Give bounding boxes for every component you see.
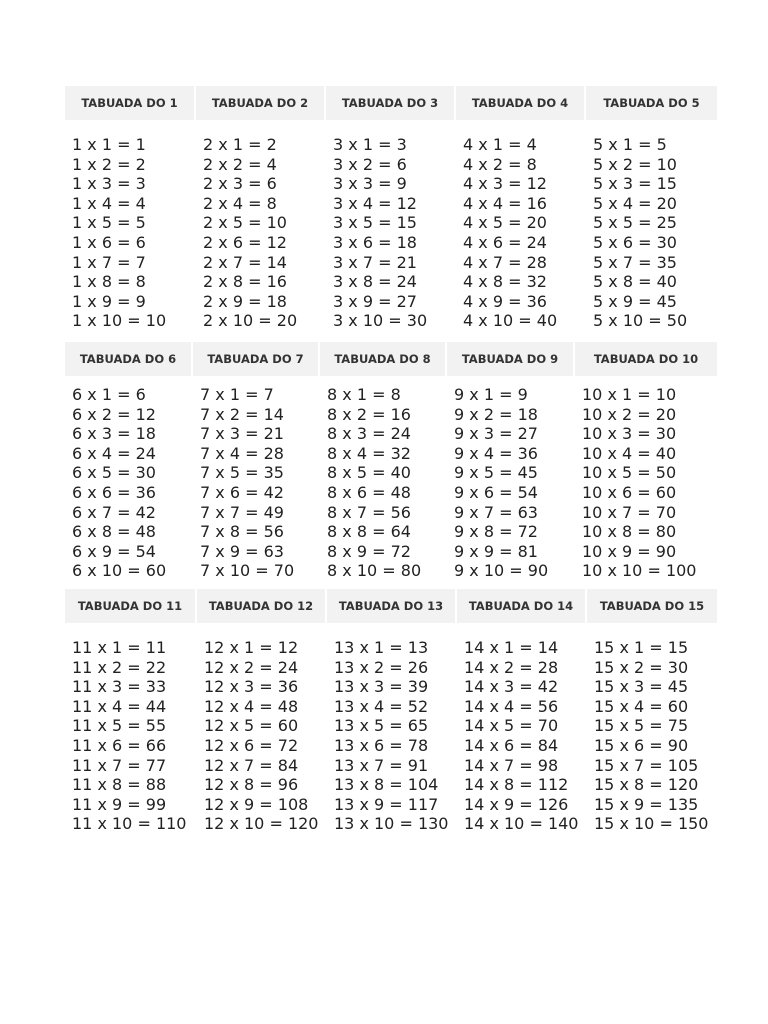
- equation-line: 11 x 1 = 11: [72, 638, 167, 657]
- equation-line: 10 x 5 = 50: [582, 463, 677, 483]
- equation-line: 1 x 1 = 1: [72, 135, 146, 154]
- equation-line: 1 x 3 = 3: [72, 174, 146, 194]
- equation-line: 8 x 6 = 48: [327, 482, 411, 502]
- table-header: TABUADA DO 4: [456, 86, 586, 120]
- equation-line: 6 x 3 = 18: [72, 424, 156, 444]
- equation-line: 13 x 8 = 104: [334, 775, 439, 795]
- equation-line: 9 x 6 = 54: [454, 482, 538, 502]
- table-column: [587, 638, 717, 834]
- equation-line: 8 x 8 = 64: [327, 522, 411, 542]
- equation-line: 15 x 7 = 105: [594, 755, 699, 775]
- equation-line: 2 x 8 = 16: [203, 272, 287, 292]
- equation-line: 9 x 3 = 27: [454, 424, 538, 444]
- table-header: TABUADA DO 5: [603, 96, 700, 110]
- table-column: [457, 638, 587, 834]
- table-column: [197, 638, 327, 834]
- equation-line: 11 x 2 = 22: [72, 657, 167, 677]
- table-header: TABUADA DO 14: [457, 589, 587, 623]
- table-header: TABUADA DO 10: [593, 352, 699, 366]
- equation-line: 2 x 1 = 2: [203, 135, 277, 154]
- equation-line: 9 x 1 = 9: [454, 385, 528, 404]
- table-column: [447, 385, 575, 581]
- equation-line: 15 x 2 = 30: [594, 657, 689, 677]
- table-column: [65, 638, 197, 834]
- table-section-3: [65, 589, 717, 834]
- header-row: [65, 589, 717, 623]
- equation-line: 6 x 2 = 12: [72, 404, 156, 424]
- equation-line: 11 x 3 = 33: [72, 677, 167, 697]
- equation-line: 10 x 7 = 70: [582, 502, 677, 522]
- equation-line: 5 x 4 = 20: [593, 193, 677, 213]
- equation-line: 4 x 8 = 32: [463, 272, 547, 292]
- equation-line: 3 x 3 = 9: [333, 174, 407, 194]
- equation-line: 6 x 9 = 54: [72, 541, 156, 561]
- equation-line: 2 x 10 = 20: [203, 311, 298, 331]
- equation-line: 2 x 9 = 18: [203, 291, 287, 311]
- equation-line: 12 x 10 = 120: [204, 814, 319, 834]
- equation-line: 11 x 6 = 66: [72, 735, 167, 755]
- equation-line: 13 x 6 = 78: [334, 735, 429, 755]
- equation-line: 14 x 8 = 112: [464, 775, 569, 795]
- equation-line: 3 x 10 = 30: [333, 311, 428, 331]
- equation-line: 2 x 3 = 6: [203, 174, 277, 194]
- equation-line: 10 x 1 = 10: [582, 385, 677, 404]
- table-section-2: [65, 342, 717, 581]
- equation-line: 12 x 4 = 48: [204, 696, 299, 716]
- equation-line: 10 x 2 = 20: [582, 404, 677, 424]
- equation-line: 12 x 6 = 72: [204, 735, 299, 755]
- equation-line: 3 x 1 = 3: [333, 135, 407, 154]
- table-body: [65, 638, 717, 834]
- table-header: TABUADA DO 1: [65, 86, 196, 120]
- equation-line: 10 x 3 = 30: [582, 424, 677, 444]
- table-section-1: [65, 86, 717, 331]
- equation-line: 4 x 6 = 24: [463, 232, 547, 252]
- equation-line: 9 x 2 = 18: [454, 404, 538, 424]
- equation-line: 8 x 5 = 40: [327, 463, 411, 483]
- equation-line: 5 x 1 = 5: [593, 135, 667, 154]
- table-header: TABUADA DO 3: [326, 86, 456, 120]
- equation-line: 7 x 5 = 35: [200, 463, 284, 483]
- equation-line: 6 x 4 = 24: [72, 443, 156, 463]
- equation-line: 13 x 1 = 13: [334, 638, 429, 657]
- equation-line: 12 x 1 = 12: [204, 638, 299, 657]
- table-header: TABUADA DO 9: [447, 342, 575, 376]
- equation-line: 15 x 1 = 15: [594, 638, 689, 657]
- table-column: [575, 385, 717, 581]
- equation-line: 15 x 6 = 90: [594, 735, 689, 755]
- equation-line: 14 x 10 = 140: [464, 814, 579, 834]
- equation-line: 14 x 5 = 70: [464, 716, 559, 736]
- equation-line: 8 x 7 = 56: [327, 502, 411, 522]
- equation-line: 4 x 3 = 12: [463, 174, 547, 194]
- equation-line: 8 x 2 = 16: [327, 404, 411, 424]
- equation-line: 7 x 1 = 7: [200, 385, 274, 404]
- equation-line: 1 x 6 = 6: [72, 232, 146, 252]
- table-column: [456, 135, 586, 331]
- equation-line: 12 x 3 = 36: [204, 677, 299, 697]
- equation-line: 13 x 10 = 130: [334, 814, 449, 834]
- table-header: TABUADA DO 7: [193, 342, 320, 376]
- equation-line: 3 x 9 = 27: [333, 291, 417, 311]
- equation-line: 4 x 10 = 40: [463, 311, 558, 331]
- equation-line: 6 x 6 = 36: [72, 482, 156, 502]
- table-header: TABUADA DO 15: [599, 599, 705, 613]
- equation-line: 2 x 5 = 10: [203, 213, 287, 233]
- equation-line: 1 x 10 = 10: [72, 311, 167, 331]
- equation-line: 2 x 6 = 12: [203, 232, 287, 252]
- equation-line: 5 x 3 = 15: [593, 174, 677, 194]
- equation-line: 9 x 9 = 81: [454, 541, 538, 561]
- equation-line: 2 x 2 = 4: [203, 154, 277, 174]
- equation-line: 7 x 2 = 14: [200, 404, 284, 424]
- equation-line: 15 x 3 = 45: [594, 677, 689, 697]
- table-body: [65, 135, 717, 331]
- equation-line: 11 x 7 = 77: [72, 755, 167, 775]
- equation-line: 12 x 2 = 24: [204, 657, 299, 677]
- equation-line: 13 x 7 = 91: [334, 755, 429, 775]
- table-header: TABUADA DO 13: [327, 589, 457, 623]
- equation-line: 5 x 7 = 35: [593, 252, 677, 272]
- equation-line: 9 x 4 = 36: [454, 443, 538, 463]
- equation-line: 13 x 4 = 52: [334, 696, 429, 716]
- equation-line: 13 x 2 = 26: [334, 657, 429, 677]
- equation-line: 11 x 5 = 55: [72, 716, 167, 736]
- equation-line: 6 x 10 = 60: [72, 561, 167, 581]
- equation-line: 7 x 10 = 70: [200, 561, 295, 581]
- table-column: [586, 135, 717, 331]
- equation-line: 11 x 10 = 110: [72, 814, 187, 834]
- equation-line: 14 x 1 = 14: [464, 638, 559, 657]
- equation-line: 3 x 4 = 12: [333, 193, 417, 213]
- header-row: [65, 86, 717, 120]
- header-row: [65, 342, 717, 376]
- equation-line: 10 x 9 = 90: [582, 541, 677, 561]
- equation-line: 1 x 7 = 7: [72, 252, 146, 272]
- table-column: [326, 135, 456, 331]
- table-column: [65, 385, 193, 581]
- equation-line: 15 x 4 = 60: [594, 696, 689, 716]
- equation-line: 9 x 7 = 63: [454, 502, 538, 522]
- table-column: [327, 638, 457, 834]
- equation-line: 5 x 5 = 25: [593, 213, 677, 233]
- equation-line: 9 x 5 = 45: [454, 463, 538, 483]
- equation-line: 3 x 2 = 6: [333, 154, 407, 174]
- equation-line: 6 x 1 = 6: [72, 385, 146, 404]
- equation-line: 8 x 3 = 24: [327, 424, 411, 444]
- equation-line: 13 x 3 = 39: [334, 677, 429, 697]
- equation-line: 13 x 9 = 117: [334, 794, 439, 814]
- equation-line: 5 x 2 = 10: [593, 154, 677, 174]
- table-column: [193, 385, 320, 581]
- equation-line: 14 x 7 = 98: [464, 755, 559, 775]
- equation-line: 14 x 4 = 56: [464, 696, 559, 716]
- equation-line: 11 x 9 = 99: [72, 794, 167, 814]
- equation-line: 1 x 4 = 4: [72, 193, 146, 213]
- equation-line: 10 x 4 = 40: [582, 443, 677, 463]
- equation-line: 9 x 8 = 72: [454, 522, 538, 542]
- equation-line: 10 x 8 = 80: [582, 522, 677, 542]
- equation-line: 7 x 4 = 28: [200, 443, 284, 463]
- equation-line: 3 x 5 = 15: [333, 213, 417, 233]
- table-header: TABUADA DO 11: [65, 589, 197, 623]
- equation-line: 15 x 9 = 135: [594, 794, 699, 814]
- equation-line: 8 x 4 = 32: [327, 443, 411, 463]
- table-header: TABUADA DO 6: [65, 342, 193, 376]
- equation-line: 3 x 6 = 18: [333, 232, 417, 252]
- table-column: [320, 385, 447, 581]
- equation-line: 8 x 9 = 72: [327, 541, 411, 561]
- equation-line: 4 x 1 = 4: [463, 135, 537, 154]
- equation-line: 1 x 5 = 5: [72, 213, 146, 233]
- equation-line: 6 x 5 = 30: [72, 463, 156, 483]
- equation-line: 1 x 8 = 8: [72, 272, 146, 292]
- equation-line: 14 x 3 = 42: [464, 677, 559, 697]
- equation-line: 10 x 6 = 60: [582, 482, 677, 502]
- equation-line: 7 x 9 = 63: [200, 541, 284, 561]
- equation-line: 11 x 4 = 44: [72, 696, 167, 716]
- equation-line: 8 x 1 = 8: [327, 385, 401, 404]
- equation-line: 9 x 10 = 90: [454, 561, 549, 581]
- equation-line: 4 x 4 = 16: [463, 193, 547, 213]
- equation-line: 1 x 9 = 9: [72, 291, 146, 311]
- table-header: TABUADA DO 12: [197, 589, 327, 623]
- equation-line: 14 x 2 = 28: [464, 657, 559, 677]
- equation-line: 15 x 10 = 150: [594, 814, 709, 834]
- equation-line: 5 x 9 = 45: [593, 291, 677, 311]
- equation-line: 5 x 8 = 40: [593, 272, 677, 292]
- equation-line: 11 x 8 = 88: [72, 775, 167, 795]
- equation-line: 13 x 5 = 65: [334, 716, 429, 736]
- equation-line: 7 x 8 = 56: [200, 522, 284, 542]
- equation-line: 3 x 7 = 21: [333, 252, 417, 272]
- equation-line: 15 x 5 = 75: [594, 716, 689, 736]
- equation-line: 2 x 7 = 14: [203, 252, 287, 272]
- table-header: TABUADA DO 2: [196, 86, 326, 120]
- equation-line: 10 x 10 = 100: [582, 561, 697, 581]
- equation-line: 4 x 5 = 20: [463, 213, 547, 233]
- equation-line: 1 x 2 = 2: [72, 154, 146, 174]
- equation-line: 15 x 8 = 120: [594, 775, 699, 795]
- equation-line: 4 x 7 = 28: [463, 252, 547, 272]
- equation-line: 12 x 5 = 60: [204, 716, 299, 736]
- equation-line: 5 x 10 = 50: [593, 311, 688, 331]
- equation-line: 4 x 9 = 36: [463, 291, 547, 311]
- equation-line: 7 x 7 = 49: [200, 502, 284, 522]
- equation-line: 14 x 9 = 126: [464, 794, 569, 814]
- equation-line: 7 x 6 = 42: [200, 482, 284, 502]
- table-column: [196, 135, 326, 331]
- equation-line: 7 x 3 = 21: [200, 424, 284, 444]
- equation-line: 8 x 10 = 80: [327, 561, 422, 581]
- table-header: TABUADA DO 8: [320, 342, 447, 376]
- table-column: [65, 135, 196, 331]
- equation-line: 3 x 8 = 24: [333, 272, 417, 292]
- equation-line: 6 x 8 = 48: [72, 522, 156, 542]
- equation-line: 2 x 4 = 8: [203, 193, 277, 213]
- equation-line: 6 x 7 = 42: [72, 502, 156, 522]
- equation-line: 5 x 6 = 30: [593, 232, 677, 252]
- equation-line: 12 x 7 = 84: [204, 755, 299, 775]
- equation-line: 14 x 6 = 84: [464, 735, 559, 755]
- equation-line: 12 x 9 = 108: [204, 794, 309, 814]
- equation-line: 12 x 8 = 96: [204, 775, 299, 795]
- equation-line: 4 x 2 = 8: [463, 154, 537, 174]
- table-body: [65, 385, 717, 581]
